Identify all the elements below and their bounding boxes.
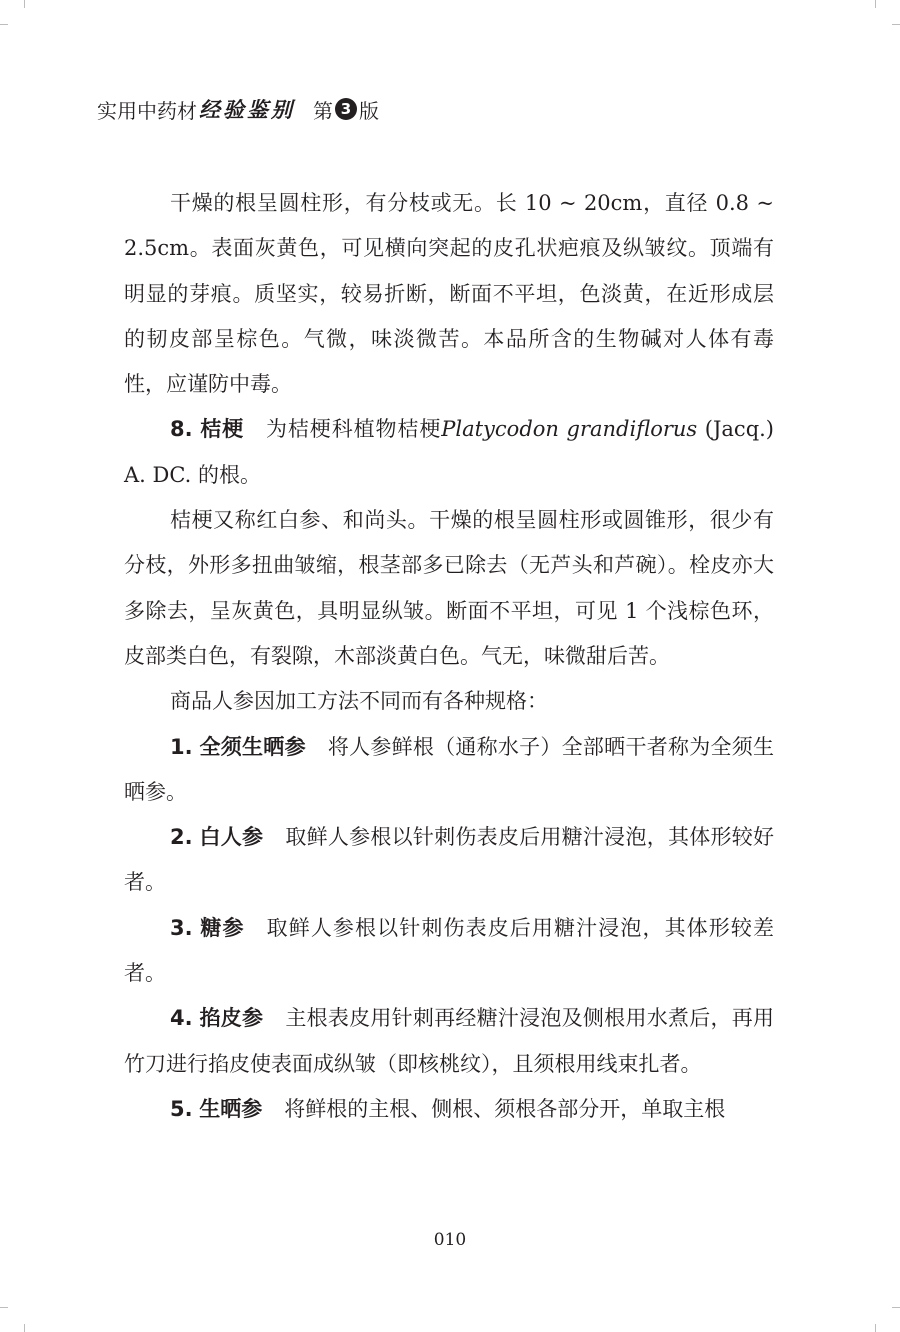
crop-mark — [0, 24, 8, 25]
item-term: 全须生晒参 — [199, 734, 306, 759]
paragraph-item-5 — [124, 1087, 774, 1132]
item-term: 白人参 — [199, 825, 264, 850]
book-title-calligraphy: 经验鉴别 — [199, 97, 295, 122]
body-text — [124, 181, 774, 1132]
item-number: 5. — [170, 1096, 193, 1121]
paragraph-item-2 — [124, 815, 774, 906]
latin-name: Platycodon grandiflorus — [441, 417, 698, 442]
item-term: 掐皮参 — [199, 1006, 264, 1031]
crop-mark — [892, 1307, 900, 1308]
paragraph: 干燥的根呈圆柱形，有分枝或无。长 10 ~ 20cm，直径 0.8 ~ 2.5cm。表面灰黄色，可见横向突起的皮孔状疤痕及纵皱纹。顶端有明显的芽痕。质坚实，较易折断，断面不平坦，色淡黄，在近形成层的韧皮部呈棕色。气微，味淡微苦。本品所含的生物碱对人体有毒性，应谨防中毒。 — [124, 191, 774, 397]
item-text: 将鲜根的主根、侧根、须根各部分开，单取主根 — [284, 1096, 726, 1121]
edition-suffix: 版 — [359, 98, 379, 123]
item-text: 将人参鲜根（通称水子）全部晒干者称为全须生晒参。 — [124, 734, 774, 804]
crop-mark — [875, 0, 876, 8]
item-text: 为桔梗科植物桔梗 — [266, 417, 442, 442]
item-text: 取鲜人参根以针刺伤表皮后用糖汁浸泡，其体形较差者。 — [124, 915, 774, 986]
crop-mark — [875, 1324, 876, 1332]
paragraph-item-4 — [124, 996, 774, 1087]
item-number: 1. — [170, 734, 193, 759]
crop-mark — [0, 1307, 8, 1308]
paragraph-item-8 — [124, 407, 774, 498]
item-term: 桔梗 — [200, 417, 244, 442]
edition-number-badge: 3 — [335, 98, 357, 120]
item-term: 生晒参 — [199, 1096, 263, 1121]
page-number: 010 — [433, 1230, 467, 1250]
item-number: 3. — [170, 915, 193, 940]
crop-mark — [24, 1324, 25, 1332]
book-title: 实用中药材 — [97, 98, 197, 123]
item-number: 2. — [170, 825, 193, 850]
edition-prefix: 第 — [313, 98, 333, 123]
crop-mark — [24, 0, 25, 8]
paragraph: 桔梗又称红白参、和尚头。干燥的根呈圆柱形或圆锥形，很少有分枝，外形多扭曲皱缩，根茎部多已除去（无芦头和芦碗）。栓皮亦大多除去，呈灰黄色，具明显纵皱。断面不平坦，可见 1 个浅棕色环，皮部类白色，有裂隙，木部淡黄白色。气无，味微甜后苦。 — [124, 508, 774, 668]
running-header — [97, 92, 379, 126]
item-text: (Jacq.) A. DC. 的根。 — [124, 417, 775, 487]
paragraph-item-3 — [124, 906, 774, 997]
item-text: 主根表皮用针刺再经糖汁浸泡及侧根用水煮后，再用竹刀进行掐皮使表面成纵皱（即核桃纹），且须根用线束扎者。 — [124, 1006, 774, 1076]
item-text: 取鲜人参根以针刺伤表皮后用糖汁浸泡，其体形较好者。 — [124, 825, 774, 895]
item-number: 8. — [170, 417, 193, 442]
paragraph: 商品人参因加工方法不同而有各种规格： — [170, 689, 548, 714]
paragraph-item-1 — [124, 725, 774, 816]
item-term: 糖参 — [200, 915, 245, 940]
crop-mark — [892, 24, 900, 25]
item-number: 4. — [170, 1006, 193, 1031]
